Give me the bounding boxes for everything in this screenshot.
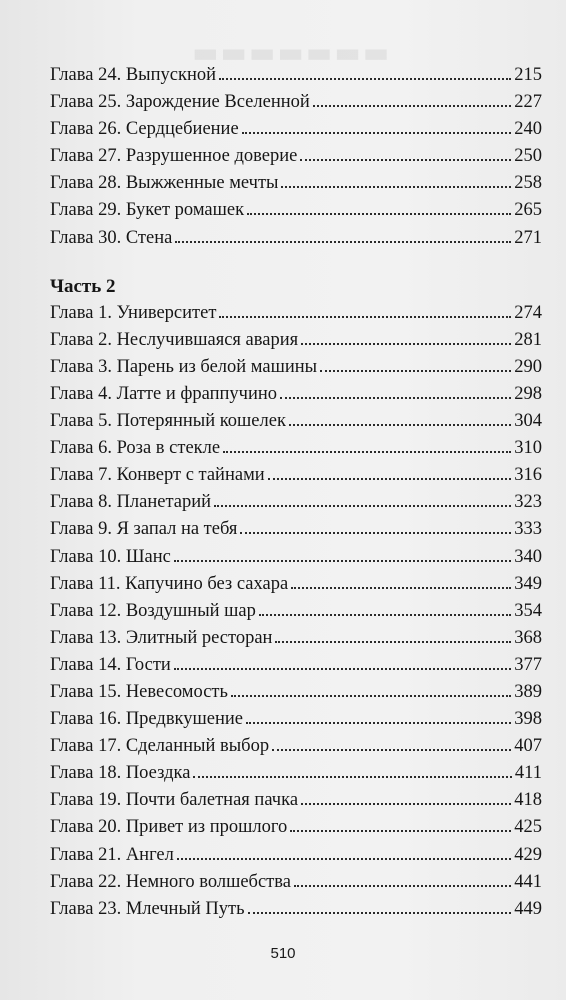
- chapter-page-number: 258: [514, 173, 542, 194]
- toc-entry: [50, 489, 542, 516]
- chapter-title: Глава 3. Парень из белой машины: [50, 356, 318, 377]
- toc-entry: [50, 733, 542, 760]
- toc-entry: [50, 787, 542, 814]
- dot-leader: [219, 78, 511, 80]
- chapter-page-number: 429: [514, 844, 542, 865]
- chapter-page-number: 449: [514, 898, 542, 919]
- chapter-title: Глава 12. Воздушный шар: [50, 600, 256, 621]
- dot-leader: [291, 587, 511, 589]
- chapter-page-number: 340: [514, 546, 542, 567]
- dot-leader: [281, 186, 511, 188]
- chapter-page-number: 227: [514, 92, 542, 113]
- chapter-title: Глава 13. Элитный ресторан: [50, 627, 273, 648]
- chapter-title: Глава 29. Букет ромашек: [50, 200, 245, 221]
- dot-leader: [290, 830, 511, 832]
- dot-leader: [259, 614, 511, 616]
- chapter-page-number: 389: [514, 681, 542, 702]
- part1-list: [50, 62, 542, 252]
- chapter-title: Глава 18. Поездка: [50, 763, 191, 784]
- dot-leader: [275, 641, 511, 643]
- toc-entry: [50, 598, 542, 625]
- dot-leader: [301, 343, 511, 345]
- dot-leader: [177, 858, 511, 860]
- toc-entry: [50, 571, 542, 598]
- dot-leader: [289, 424, 511, 426]
- chapter-title: Глава 28. Выжженные мечты: [50, 173, 279, 194]
- toc-entry: [50, 408, 542, 435]
- chapter-title: Глава 25. Зарождение Вселенной: [50, 92, 310, 113]
- chapter-page-number: 310: [514, 438, 542, 459]
- toc-entry: [50, 869, 542, 896]
- chapter-page-number: 304: [514, 411, 542, 432]
- toc-entry: [50, 842, 542, 869]
- dot-leader: [175, 241, 511, 243]
- dot-leader: [320, 370, 511, 372]
- dot-leader: [301, 803, 511, 805]
- chapter-title: Глава 7. Конверт с тайнами: [50, 465, 265, 486]
- chapter-page-number: 240: [514, 119, 542, 140]
- toc-entry: [50, 760, 542, 787]
- chapter-page-number: 349: [514, 573, 542, 594]
- toc-entry: [50, 170, 542, 197]
- chapter-title: Глава 9. Я запал на тебя: [50, 519, 238, 540]
- chapter-page-number: 333: [514, 519, 542, 540]
- dot-leader: [242, 132, 512, 134]
- dot-leader: [294, 885, 511, 887]
- dot-leader: [246, 722, 511, 724]
- chapter-title: Глава 2. Неслучившаяся авария: [50, 329, 299, 350]
- dot-leader: [231, 695, 511, 697]
- toc-entry: [50, 706, 542, 733]
- toc-entry: [50, 814, 542, 841]
- chapter-page-number: 316: [514, 465, 542, 486]
- toc-entry: [50, 354, 542, 381]
- toc-entry: [50, 625, 542, 652]
- chapter-page-number: 265: [514, 200, 542, 221]
- toc-entry: [50, 435, 542, 462]
- dot-leader: [268, 478, 512, 480]
- chapter-title: Глава 4. Латте и фраппучино: [50, 383, 277, 404]
- toc-entry: [50, 225, 542, 252]
- toc-entry: [50, 896, 542, 923]
- toc-entry: [50, 462, 542, 489]
- chapter-title: Глава 8. Планетарий: [50, 492, 212, 513]
- dot-leader: [219, 316, 511, 318]
- dot-leader: [214, 505, 511, 507]
- chapter-page-number: 411: [514, 763, 542, 784]
- chapter-title: Глава 26. Сердцебиение: [50, 119, 239, 140]
- chapter-page-number: 441: [514, 871, 542, 892]
- chapter-title: Глава 17. Сделанный выбор: [50, 736, 270, 757]
- chapter-page-number: 281: [514, 329, 542, 350]
- dot-leader: [223, 451, 511, 453]
- toc-entry: [50, 62, 542, 89]
- chapter-page-number: 290: [514, 356, 542, 377]
- toc-entry: [50, 544, 542, 571]
- dot-leader: [280, 397, 511, 399]
- chapter-title: Глава 19. Почти балетная пачка: [50, 790, 299, 811]
- toc-entry: [50, 89, 542, 116]
- chapter-title: Глава 21. Ангел: [50, 844, 174, 865]
- show-through-heading: ▬▬▬▬▬▬▬: [190, 36, 390, 69]
- chapter-page-number: 323: [514, 492, 542, 513]
- toc-entry: [50, 679, 542, 706]
- chapter-page-number: 418: [514, 790, 542, 811]
- dot-leader: [193, 776, 512, 778]
- chapter-title: Глава 10. Шанс: [50, 546, 171, 567]
- dot-leader: [240, 532, 511, 534]
- chapter-title: Глава 20. Привет из прошлого: [50, 817, 288, 838]
- chapter-page-number: 354: [514, 600, 542, 621]
- dot-leader: [248, 912, 512, 914]
- chapter-page-number: 215: [514, 65, 542, 85]
- chapter-title: Глава 16. Предвкушение: [50, 709, 243, 730]
- toc-entry: [50, 652, 542, 679]
- chapter-title: Глава 24. Выпускной: [50, 65, 216, 85]
- dot-leader: [174, 668, 511, 670]
- chapter-title: Глава 30. Стена: [50, 227, 173, 248]
- dot-leader: [272, 749, 511, 751]
- page-number: 510: [270, 945, 296, 962]
- chapter-title: Глава 1. Университет: [50, 302, 217, 323]
- chapter-title: Глава 6. Роза в стекле: [50, 438, 221, 459]
- chapter-title: Глава 5. Потерянный кошелек: [50, 411, 286, 432]
- chapter-title: Глава 27. Разрушенное доверие: [50, 146, 298, 167]
- dot-leader: [174, 560, 511, 562]
- part2-list: [50, 300, 542, 923]
- toc-entry: [50, 116, 542, 143]
- part2-heading: Часть 2: [50, 275, 116, 297]
- dot-leader: [300, 159, 511, 161]
- chapter-page-number: 368: [514, 627, 542, 648]
- toc-entry: [50, 327, 542, 354]
- chapter-title: Глава 14. Гости: [50, 654, 171, 675]
- chapter-page-number: 377: [514, 654, 542, 675]
- dot-leader: [313, 105, 511, 107]
- chapter-page-number: 298: [514, 383, 542, 404]
- chapter-page-number: 274: [514, 302, 542, 323]
- toc-entry: [50, 381, 542, 408]
- chapter-page-number: 425: [514, 817, 542, 838]
- table-of-contents: [50, 62, 542, 923]
- toc-entry: [50, 197, 542, 224]
- chapter-title: Глава 11. Капучино без сахара: [50, 573, 289, 594]
- dot-leader: [247, 213, 511, 215]
- toc-entry: [50, 143, 542, 170]
- chapter-page-number: 398: [514, 709, 542, 730]
- chapter-page-number: 271: [514, 227, 542, 248]
- chapter-page-number: 407: [514, 736, 542, 757]
- chapter-title: Глава 23. Млечный Путь: [50, 898, 245, 919]
- toc-entry: [50, 300, 542, 327]
- chapter-title: Глава 15. Невесомость: [50, 681, 228, 702]
- toc-entry: [50, 516, 542, 543]
- chapter-title: Глава 22. Немного волшебства: [50, 871, 291, 892]
- chapter-page-number: 250: [514, 146, 542, 167]
